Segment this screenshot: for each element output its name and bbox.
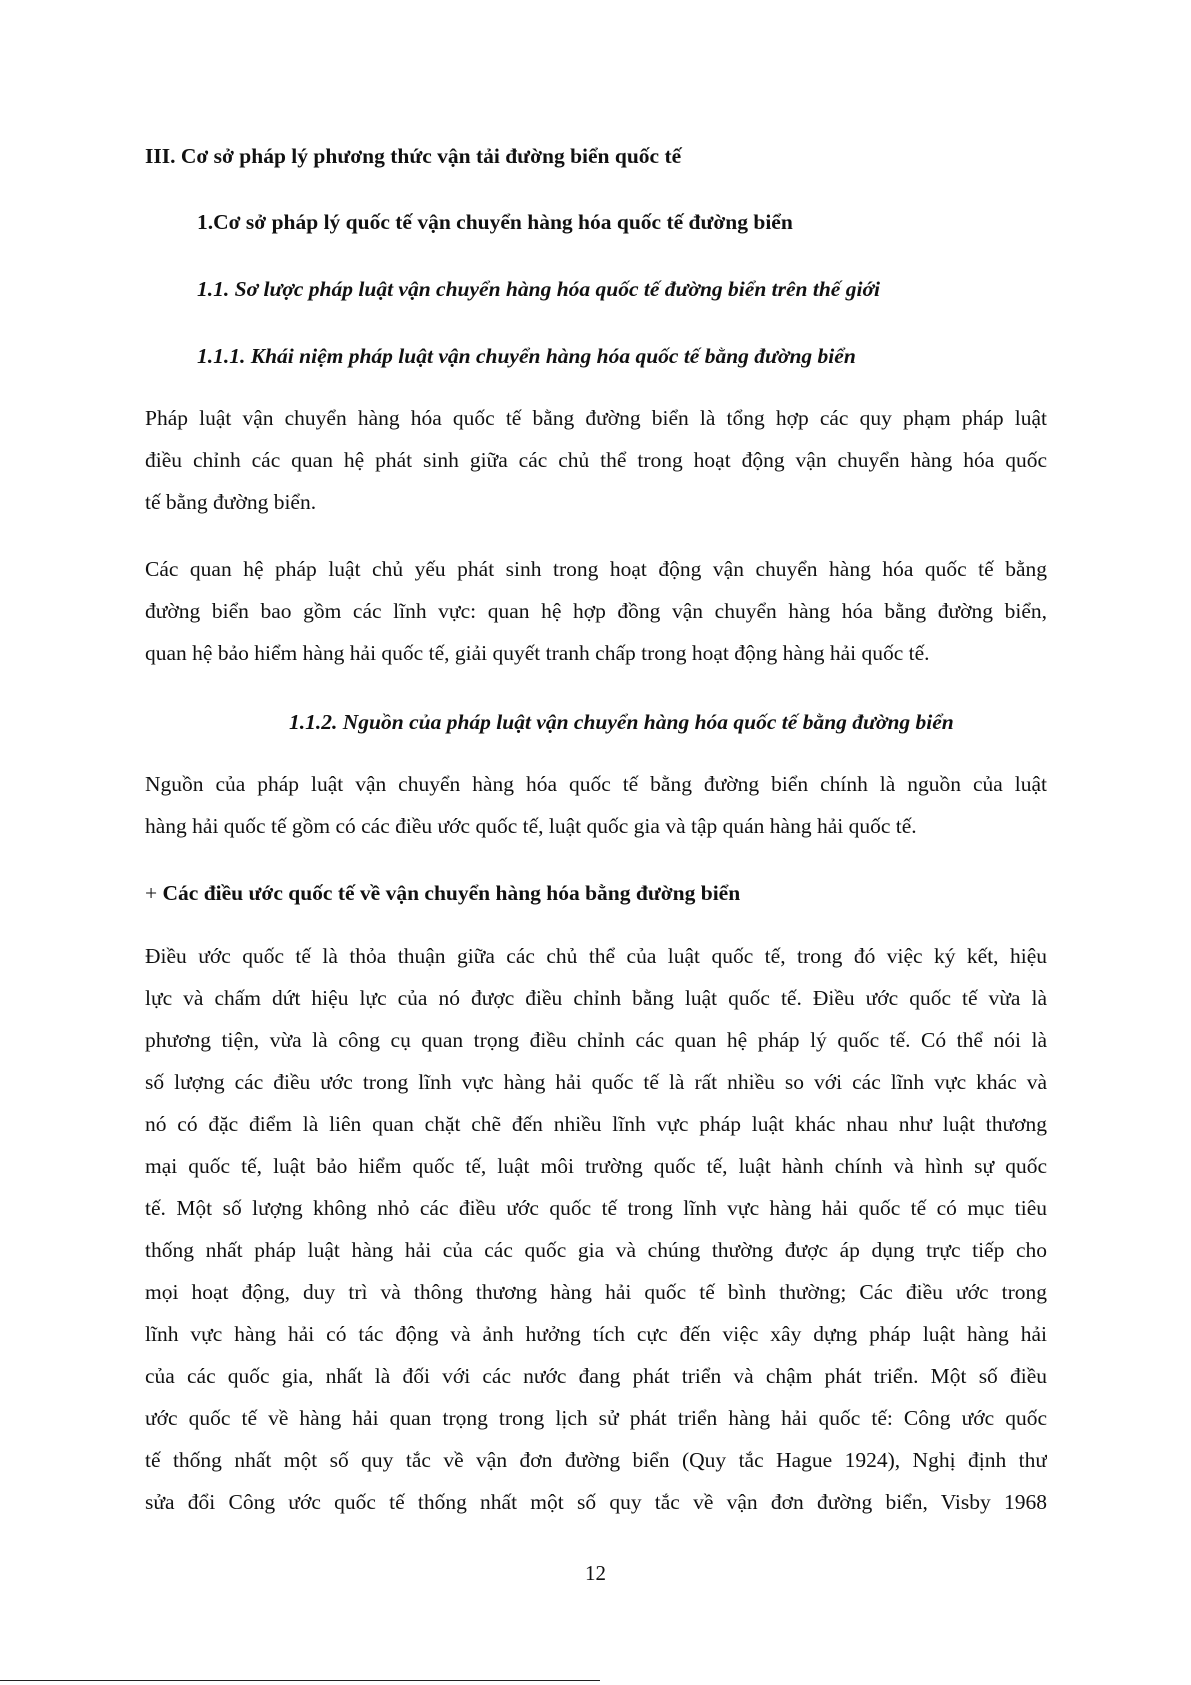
paragraph-line: lực và chấm dứt hiệu lực của nó được điều chỉnh bằng luật quốc tế. Điều ước quốc tế vừa là [145,986,1047,1010]
paragraph-line: Điều ước quốc tế là thỏa thuận giữa các chủ thể của luật quốc tế, trong đó việc ký kết, hiệu [145,944,1047,968]
treaties-heading [145,879,740,907]
treaties-prefix: + [145,881,163,905]
treaties-title: Các điều ước quốc tế về vận chuyển hàng hóa bằng đường biển [162,881,741,905]
section-heading: III. Cơ sở pháp lý phương thức vận tải đường biển quốc tế [145,144,682,168]
subsection-title: Cơ sở pháp lý quốc tế vận chuyển hàng hóa quốc tế đường biển [213,210,793,234]
paragraph-line: Nguồn của pháp luật vận chuyển hàng hóa quốc tế bằng đường biển chính là nguồn của luật [145,772,1047,796]
paragraph-line: Pháp luật vận chuyển hàng hóa quốc tế bằng đường biển là tổng hợp các quy phạm pháp luật [145,406,1047,430]
page-number: 12 [585,1561,606,1585]
subsection-heading-1-1-2: 1.1.2. Nguồn của pháp luật vận chuyển hàng hóa quốc tế bằng đường biển [289,710,954,734]
footer-divider [0,1680,600,1681]
paragraph-line: hàng hải quốc tế gồm có các điều ước quốc tế, luật quốc gia và tập quán hàng hải quốc tế. [145,814,917,838]
subsection-heading-1-1: 1.1. Sơ lược pháp luật vận chuyển hàng hóa quốc tế đường biển trên thế giới [197,277,880,301]
paragraph-line: tế. Một số lượng không nhỏ các điều ước quốc tế trong lĩnh vực hàng hải quốc tế có mục tiêu [145,1196,1047,1220]
paragraph-line: số lượng các điều ước trong lĩnh vực hàng hải quốc tế là rất nhiều so với các lĩnh vực khác và [145,1070,1047,1094]
paragraph-line: ước quốc tế về hàng hải quan trọng trong lịch sử phát triển hàng hải quốc tế: Công ước quốc [145,1406,1047,1430]
paragraph-line: tế bằng đường biển. [145,490,317,514]
paragraph-line: thống nhất pháp luật hàng hải của các quốc gia và chúng thường được áp dụng trực tiếp cho [145,1238,1047,1262]
paragraph-line: mọi hoạt động, duy trì và thông thương hàng hải quốc tế bình thường; Các điều ước trong [145,1280,1047,1304]
paragraph-line: lĩnh vực hàng hải có tác động và ảnh hưởng tích cực đến việc xây dựng pháp luật hàng hải [145,1322,1047,1346]
paragraph-line: đường biển bao gồm các lĩnh vực: quan hệ hợp đồng vận chuyển hàng hóa bằng đường biển, [145,599,1047,623]
paragraph-line: điều chỉnh các quan hệ phát sinh giữa các chủ thể trong hoạt động vận chuyển hàng hóa quốc [145,448,1047,472]
paragraph-line: phương tiện, vừa là công cụ quan trọng điều chỉnh các quan hệ pháp lý quốc tế. Có thể nói là [145,1028,1047,1052]
paragraph-line: Các quan hệ pháp luật chủ yếu phát sinh trong hoạt động vận chuyển hàng hóa quốc tế bằng [145,557,1047,581]
paragraph-line: tế thống nhất một số quy tắc về vận đơn đường biển (Quy tắc Hague 1924), Nghị định thư [145,1448,1047,1472]
paragraph-line: sửa đổi Công ước quốc tế thống nhất một số quy tắc về vận đơn đường biển, Visby 1968 [145,1490,1047,1514]
subsection-number: 1. [197,210,214,234]
paragraph-line: quan hệ bảo hiểm hàng hải quốc tế, giải quyết tranh chấp trong hoạt động hàng hải quốc tế. [145,641,930,665]
paragraph-line: nó có đặc điểm là liên quan chặt chẽ đến nhiều lĩnh vực pháp luật khác nhau như luật thương [145,1112,1047,1136]
subsection-heading-1 [197,208,793,236]
paragraph-line: của các quốc gia, nhất là đối với các nước đang phát triển và chậm phát triển. Một số điều [145,1364,1047,1388]
subsection-heading-1-1-1: 1.1.1. Khái niệm pháp luật vận chuyển hàng hóa quốc tế bằng đường biển [197,344,856,368]
paragraph-line: mại quốc tế, luật bảo hiểm quốc tế, luật môi trường quốc tế, luật hành chính và hình sự quốc [145,1154,1047,1178]
